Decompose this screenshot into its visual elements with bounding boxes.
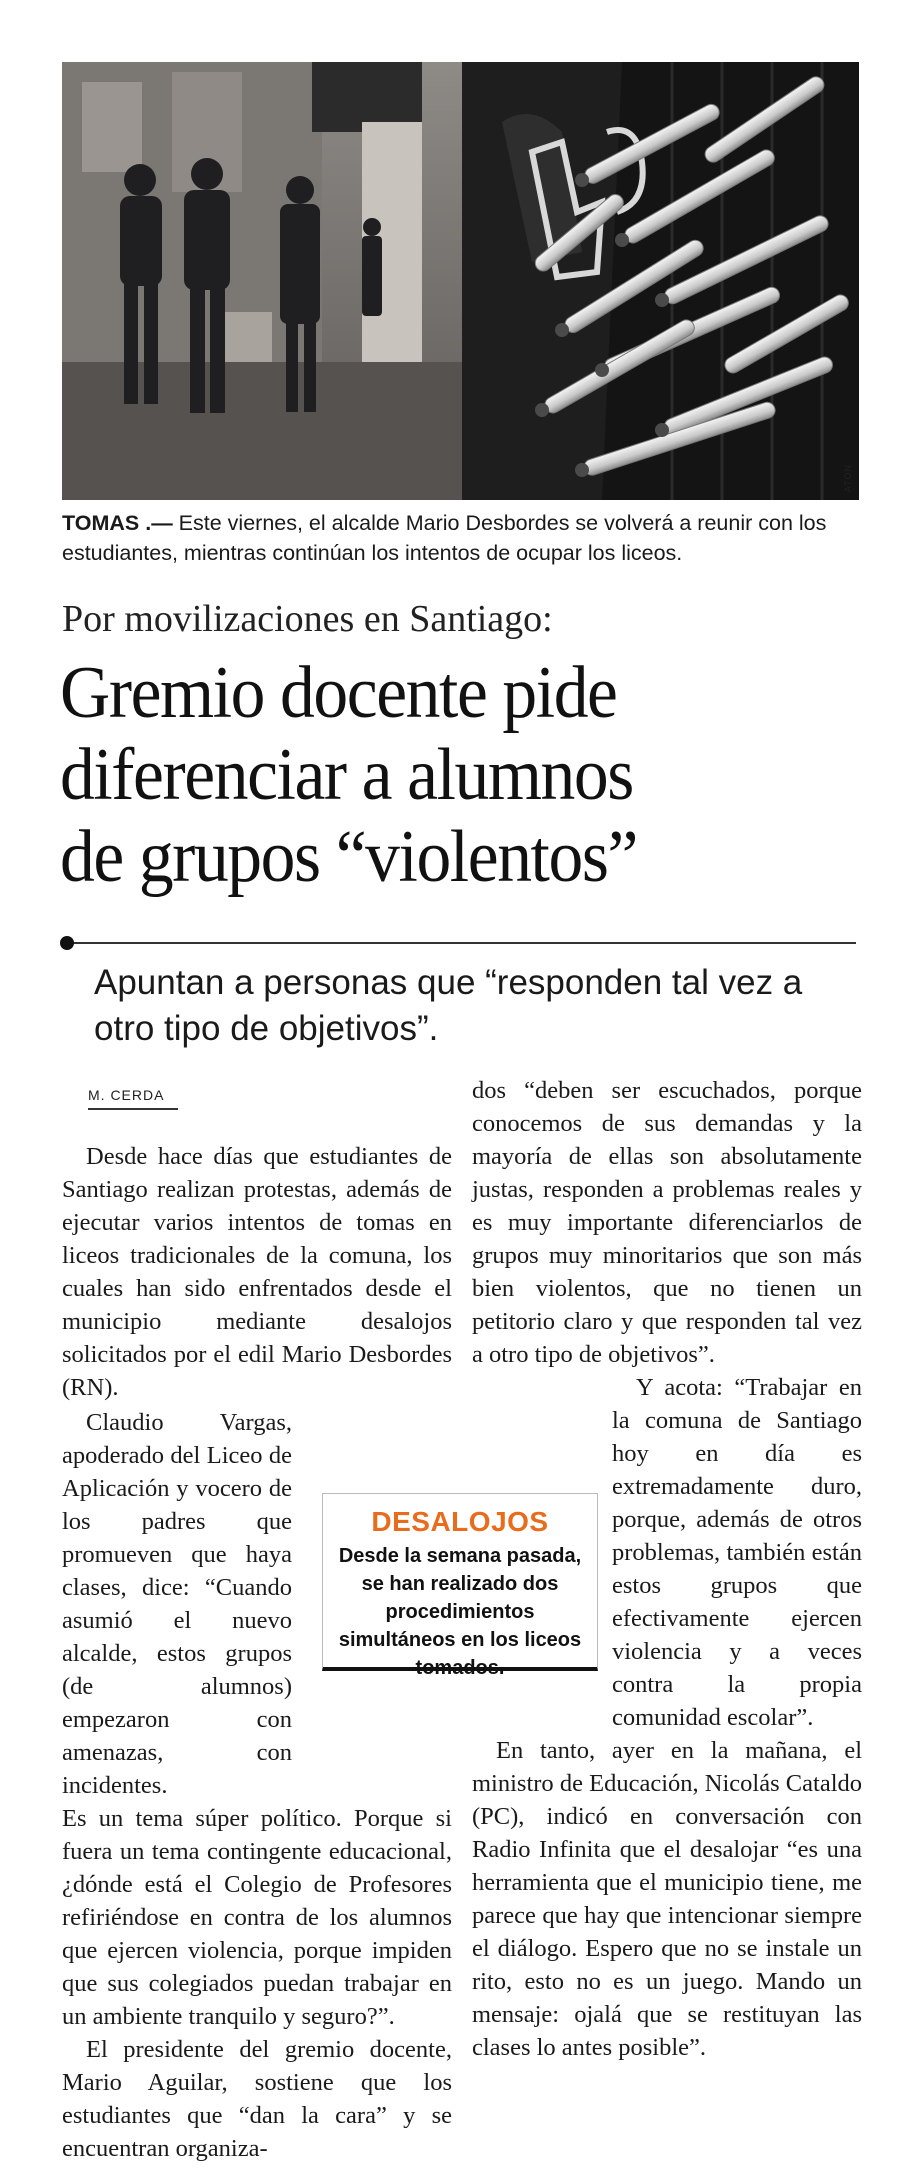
body-paragraph-3-continued: dos “deben ser escuchados, porque conocemos de sus demandas y la mayoría de ellas son absolutamente justas, responden a problemas reales y es muy importante diferenciarlos de grupos muy minoritarios que son más bien violentos, que no tienen un petitorio claro y que responden tal vez a otro tipo de objetivos”. <box>472 1077 862 1368</box>
caption-text: Este viernes, el alcalde Mario Desbordes se volverá a reunir con los estudiantes, mientras continúan los intentos de ocupar los liceos. <box>62 511 827 565</box>
photo-illustration <box>62 62 859 500</box>
body-paragraph-2b: Es un tema súper político. Porque si fuera un tema contingente educacional, ¿dónde está el Colegio de Profesores refiriéndose en contra de los alumnos que ejercen violencia, porque impiden que sus colegiados puedan trabajar en un ambiente tranquilo y seguro?”. <box>62 1805 452 2030</box>
news-photo <box>62 62 859 500</box>
deck: Apuntan a personas que “responden tal vez a otro tipo de objetivos”. <box>94 963 803 1048</box>
pullquote-box <box>322 1493 598 1679</box>
headline-line-1: Gremio docente pide <box>60 652 617 734</box>
body-paragraph-3: El presidente del gremio docente, Mario Aguilar, sostiene que los estudiantes que “dan la cara” y se encuentran organiza- <box>62 2036 452 2162</box>
body-paragraph-5: En tanto, ayer en la mañana, el ministro de Educación, Nicolás Cataldo (PC), indicó en conversación con Radio Infinita que el desalojar “es una herramienta que el municipio tiene, me parece que hay que intencionar siempre el diálogo. Espero que no se instale un rito, esto no es un juego. Mando un mensaje: ojalá que se restituyan las clases lo antes posible”. <box>472 1737 862 2061</box>
bullet-dot <box>60 936 74 950</box>
body-paragraph-1: Desde hace días que estudiantes de Santiago realizan protestas, además de ejecutar varios intentos de tomas en liceos tradicionales de la comuna, los cuales han sido enfrentados desde el municipio mediante desalojos solicitados por el edil Mario Desbordes (RN). <box>62 1143 452 1401</box>
body-paragraph-4: Y acota: “Trabajar en la comuna de Santiago hoy en día es extremadamente duro, porque, además de otros problemas, también están estos grupos que efectivamente ejercen violencia y a veces contra la propia comunidad escolar”. <box>612 1374 862 1731</box>
headline-line-2: diferenciar a alumnos <box>60 734 633 816</box>
divider-rule <box>66 942 856 944</box>
caption-label: TOMAS .— <box>62 511 173 535</box>
pullquote-text: Desde la semana pasada, se han realizado dos procedimientos simultáneos en los liceos tomados. <box>338 1545 582 1679</box>
headline-line-3: de grupos “violentos” <box>60 816 637 898</box>
headline <box>60 652 821 898</box>
kicker: Por movilizaciones en Santiago: <box>62 598 553 640</box>
pullquote-title: DESALOJOS <box>371 1506 549 1537</box>
photo-credit: ATON <box>843 463 853 492</box>
photo-caption <box>62 508 862 568</box>
byline: M. CERDA <box>88 1087 178 1110</box>
body-paragraph-2a: Claudio Vargas, apoderado del Liceo de Aplicación y vocero de los padres que promueven que haya clases, dice: “Cuando asumió el nuevo alcalde, estos grupos (de alumnos) empezaron con amenazas, con incidentes. <box>62 1409 292 1799</box>
